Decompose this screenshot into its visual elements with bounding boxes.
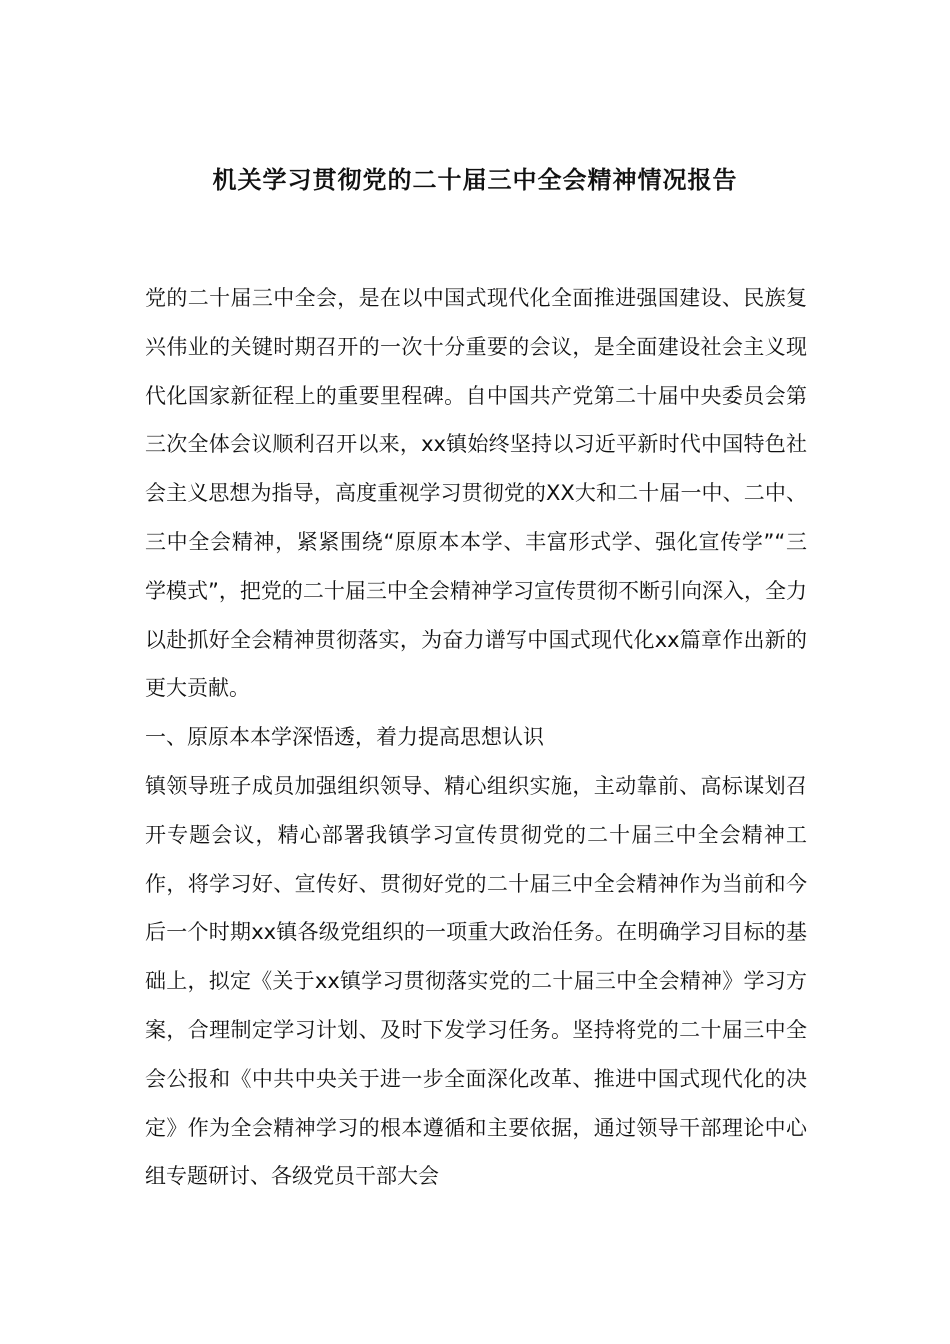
intro-paragraph: 党的二十届三中全会，是在以中国式现代化全面推进强国建设、民族复兴伟业的关键时期召开的一次十分重要的会议，是全面建设社会主义现代化国家新征程上的重要里程碑。自中国共产党第二十届中央委员会第三次全体会议顺利召开以来，xx镇始终坚持以习近平新时代中国特色社会主义思想为指导，高度重视学习贯彻党的XX大和二十届一中、二中、三中全会精神，紧紧围绕“原原本本学、丰富形式学、强化宣传学”“三学模式”，把党的二十届三中全会精神学习宣传贯彻不断引向深入，全力以赴抓好全会精神贯彻落实，为奋力谱写中国式现代化xx篇章作出新的更大贡献。: [145, 286, 807, 701]
section-heading: 一、原原本本学深悟透，着力提高思想认识: [145, 725, 544, 750]
document-title: 机关学习贯彻党的二十届三中全会精神情况报告: [212, 165, 738, 194]
document-body: [145, 274, 807, 1201]
section-paragraph: 镇领导班子成员加强组织领导、精心组织实施，主动靠前、高标谋划召开专题会议，精心部署我镇学习宣传贯彻党的二十届三中全会精神工作，将学习好、宣传好、贯彻好党的二十届三中全会精神作为当前和今后一个时期xx镇各级党组织的一项重大政治任务。在明确学习目标的基础上，拟定《关于xx镇学习贯彻落实党的二十届三中全会精神》学习方案，合理制定学习计划、及时下发学习任务。坚持将党的二十届三中全会公报和《中共中央关于进一步全面深化改革、推进中国式现代化的决定》作为全会精神学习的根本遵循和主要依据，通过领导干部理论中心组专题研讨、各级党员干部大会: [145, 773, 807, 1189]
